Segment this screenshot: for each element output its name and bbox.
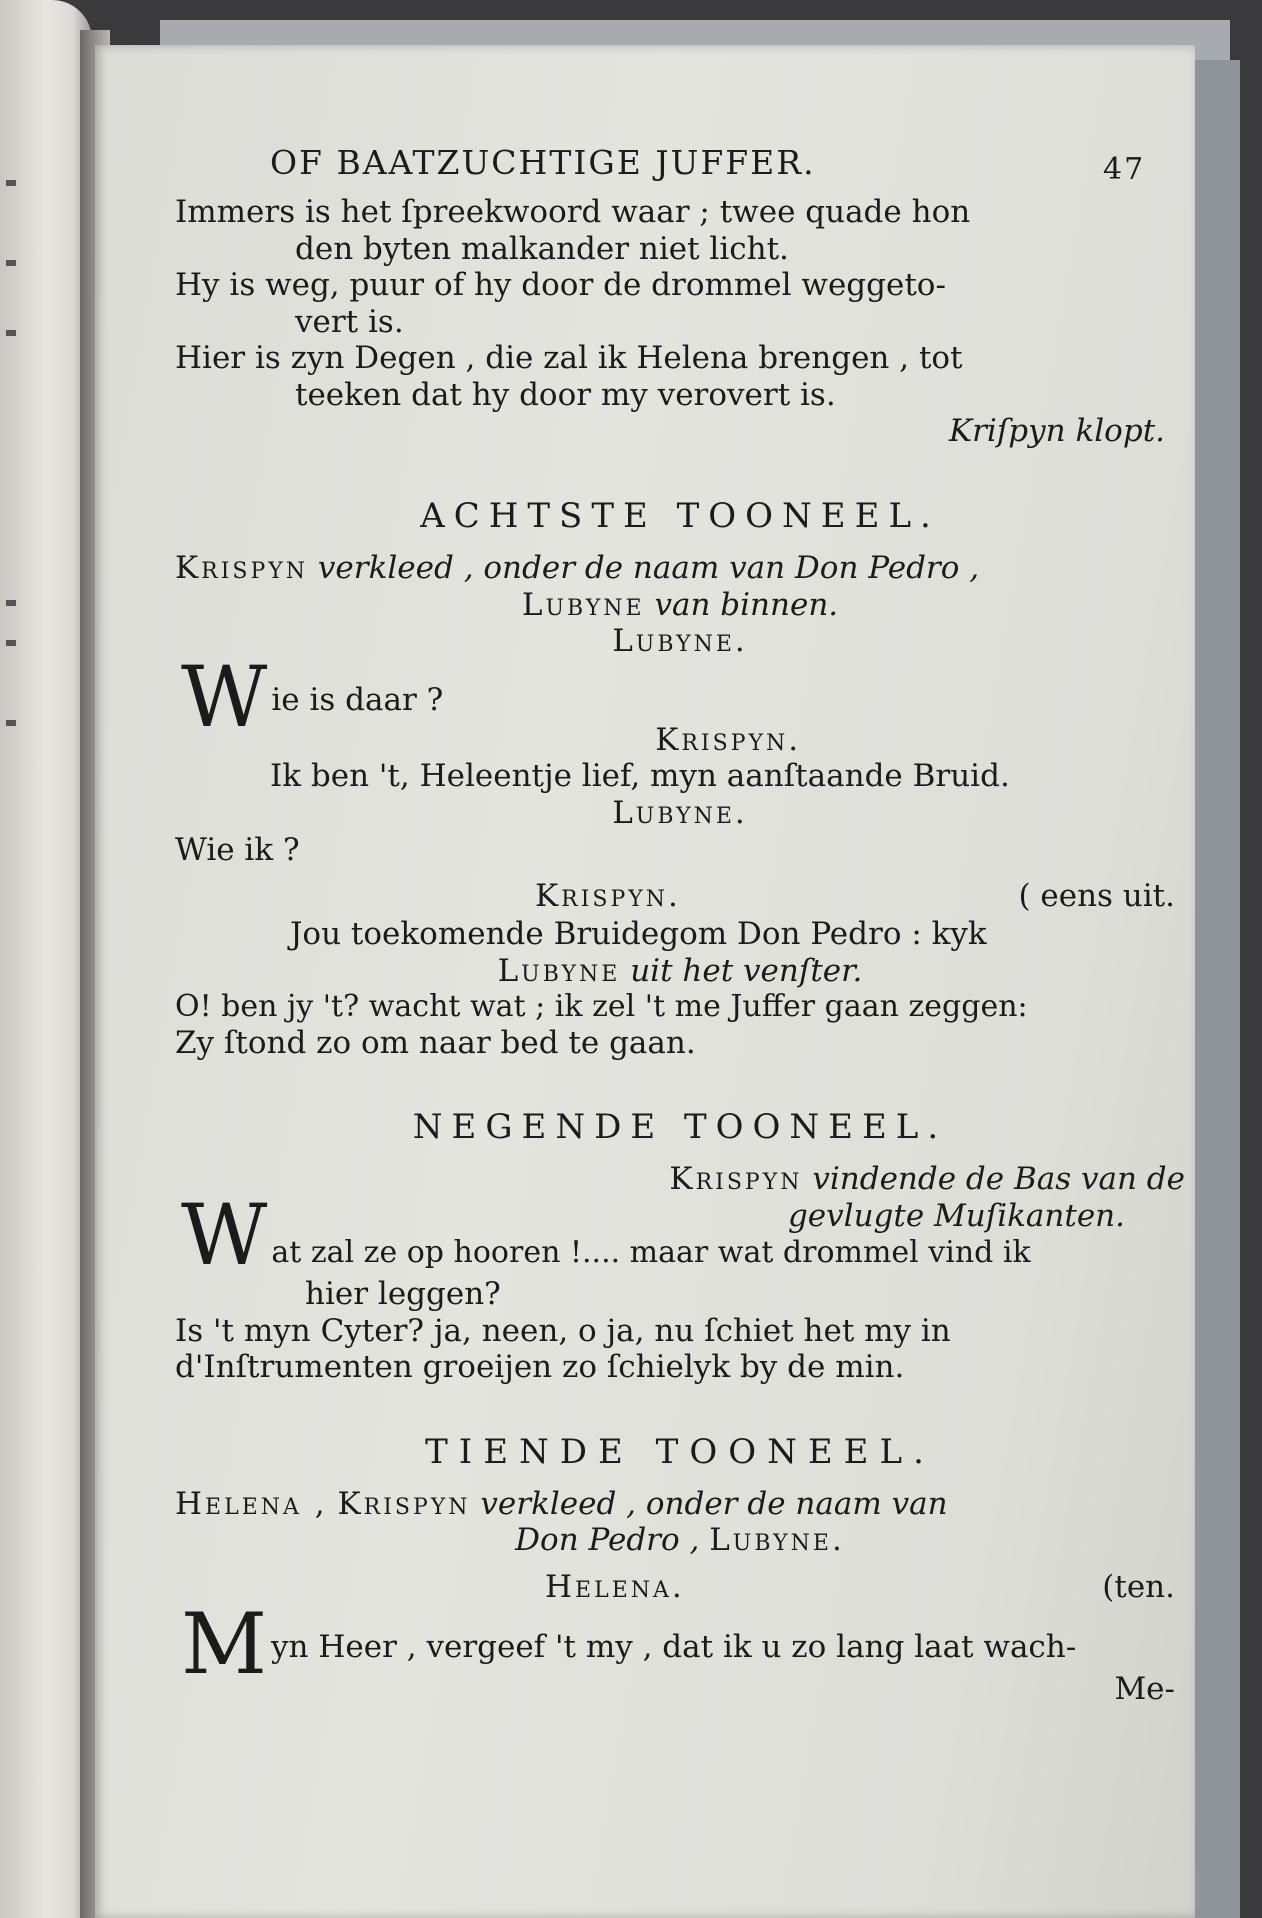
speaker-line [175,1569,1185,1607]
text-line: Hy is weg, puur of hy door de drommel weggeto- [175,267,946,304]
dialogue-text: at zal ze op hooren !.... maar wat drommel vind ik [271,1234,1031,1270]
cast-line [175,1522,1185,1559]
text-line: den byten malkander niet licht. [295,230,789,267]
cast-line [175,1161,1185,1198]
speaker-name: Lubyne. [612,623,748,660]
catchword: Me- [1114,1671,1175,1708]
cast-text: Don Pedro , [515,1522,700,1559]
text-line: Hier is zyn Degen , die zal ik Helena brengen , tot [175,340,963,377]
character-name: Krispyn [175,550,309,587]
speaker-name: Krispyn. [655,721,802,758]
cast-text: verkleed , onder de naam van [480,1485,948,1522]
aside-text: (ten. [1102,1569,1175,1606]
book-page [95,45,1195,1918]
scene-heading-9: NEGENDE TOONEEL. [412,1107,948,1148]
cast-text: verkleed , onder de naam van Don Pedro , [317,550,980,587]
dialogue-text: yn Heer , vergeef 't my , dat ik u zo lang laat wach- [271,1629,1077,1666]
text-line: vert is. [295,303,404,340]
scene-heading-10: TIENDE TOONEEL. [425,1431,935,1472]
dialogue-line: hier leggen? [305,1276,501,1313]
dialogue-line [175,1186,1185,1285]
aside-text: ( eens uit. [1018,878,1175,915]
page-text [175,140,1185,1708]
stage-direction [175,953,1185,990]
character-name: Krispyn [337,1485,471,1522]
dialogue-line: Is 't myn Cyter? ja, neen, o ja, nu ſchiet het my in [175,1312,951,1349]
character-name: Krispyn [669,1161,803,1198]
cast-text: vindende de Bas van de [812,1161,1185,1198]
speaker-name: Krispyn. [535,878,681,915]
drop-cap: W [181,647,268,746]
character-name: Lubyne. [709,1522,845,1559]
scene-heading-8: ACHTSTE TOONEEL. [420,496,940,537]
cast-line [175,1486,1185,1523]
page-number: 47 [1103,152,1146,187]
dialogue-line: O! ben jy 't? wacht wat ; ik zel 't me Juffer gaan zeggen: [175,989,1028,1025]
dialogue-line: Ik ben 't, Heleentje lief, myn aanſtaande Bruid. [270,758,1010,795]
text-line: Immers is het ſpreekwoord waar ; twee quade hon [175,194,971,230]
dialogue-text: ie is daar ? [271,681,444,718]
stage-direction: Kriſpyn klopt. [948,413,1165,450]
dialogue-line: Zy ſtond zo om naar bed te gaan. [175,1024,696,1061]
speaker-name: Helena. [545,1569,685,1606]
running-head-title: OF BAATZUCHTIGE JUFFER. [270,143,816,182]
speaker-line [175,878,1185,916]
character-name: Lubyne [521,586,645,623]
stage-direction-text: uit het venſter. [630,952,863,989]
running-head [175,140,1185,194]
drop-cap: W [181,1186,268,1285]
cast-text: van binnen. [654,586,839,623]
text-line: teeken dat hy door my verovert is. [295,376,836,413]
cast-line [175,587,1185,624]
character-name: Lubyne [497,952,621,989]
dialogue-line: d'Inſtrumenten groeijen zo ſchielyk by de min. [175,1349,905,1386]
cast-line [175,550,1185,587]
character-name: Helena , [175,1485,328,1522]
dialogue-line: Wie ik ? [175,831,300,868]
dialogue-line: Jou toekomende Bruidegom Don Pedro : kyk [290,916,987,953]
drop-cap: M [181,1595,268,1694]
speaker-name: Lubyne. [612,795,748,832]
left-page-edge [0,0,92,1918]
cast-text: gevlugte Muſikanten. [787,1198,1125,1235]
